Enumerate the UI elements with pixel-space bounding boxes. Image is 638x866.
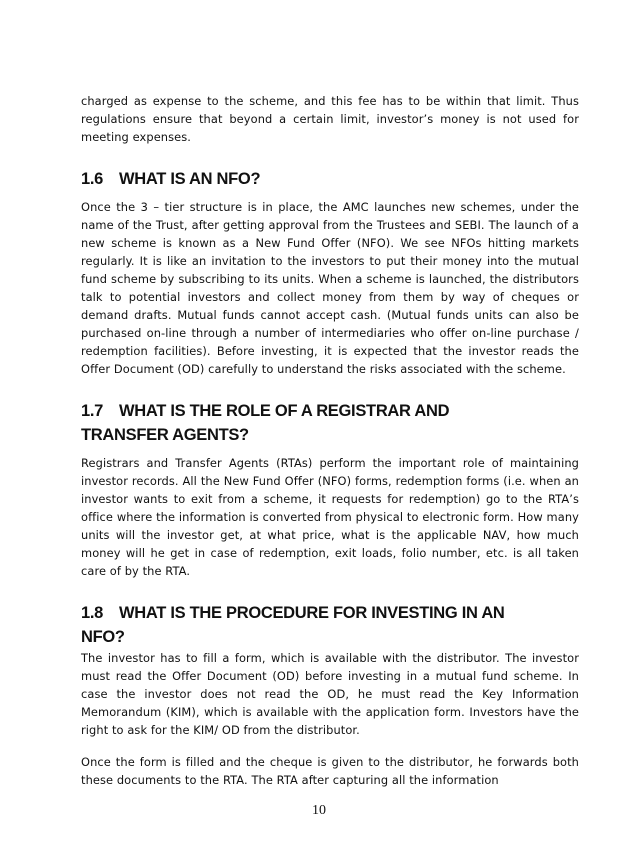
section-number: 1.6	[81, 170, 104, 188]
section-number: 1.8	[81, 604, 104, 622]
procedure-paragraph-2: Once the form is filled and the cheque is given to the distributor, he forwards both these documents to the RTA. The RTA after capturing all the information	[81, 755, 579, 787]
rta-paragraph: Registrars and Transfer Agents (RTAs) perform the important role of maintaining investor records. All the New Fund Offer (NFO) forms, redemption forms (i.e. when an investor wants to exit from a scheme, it requests for redemption) go to the RTA’s office where the information is converted from physical to electronic form. How many units will the investor get, at what price, what is the applicable NAV, how much money will he get in case of redemption, exit loads, folio number, etc. is all taken care of by the RTA.	[81, 456, 579, 578]
section-title-line2: NFO?	[81, 628, 125, 646]
section-number: 1.7	[81, 402, 104, 420]
page-content	[81, 92, 579, 789]
section-title: WHAT IS THE ROLE OF A REGISTRAR AND	[119, 402, 450, 420]
section-title: WHAT IS AN NFO?	[119, 170, 261, 188]
section-heading-1-8	[81, 601, 579, 649]
section-heading-1-7	[81, 399, 579, 447]
intro-paragraph: charged as expense to the scheme, and this fee has to be within that limit. Thus regulations ensure that beyond a certain limit, investor’s money is not used for meeting expenses.	[81, 94, 579, 144]
page-number: 10	[312, 803, 326, 818]
section-title: WHAT IS THE PROCEDURE FOR INVESTING IN AN	[119, 604, 505, 622]
section-heading-1-6	[81, 167, 579, 191]
procedure-paragraph-1: The investor has to fill a form, which is available with the distributor. The investor must read the Offer Document (OD) before investing in a mutual fund scheme. In case the investor does not read the OD, he must read the Key Information Memorandum (KIM), which is available with the application form. Investors have the right to ask for the KIM/ OD from the distributor.	[81, 651, 579, 737]
section-title-line2: TRANSFER AGENTS?	[81, 426, 249, 444]
nfo-paragraph: Once the 3 – tier structure is in place, the AMC launches new schemes, under the name of the Trust, after getting approval from the Trustees and SEBI. The launch of a new scheme is known as a New Fund Offer (NFO). We see NFOs hitting markets regularly. It is like an invitation to the investors to put their money into the mutual fund scheme by subscribing to its units. When a scheme is launched, the distributors talk to potential investors and collect money from them by way of cheques or demand drafts. Mutual funds cannot accept cash. (Mutual funds units can also be purchased on-line through a number of intermediaries who offer on-line purchase / redemption facilities). Before investing, it is expected that the investor reads the Offer Document (OD) carefully to understand the risks associated with the scheme.	[81, 200, 579, 376]
